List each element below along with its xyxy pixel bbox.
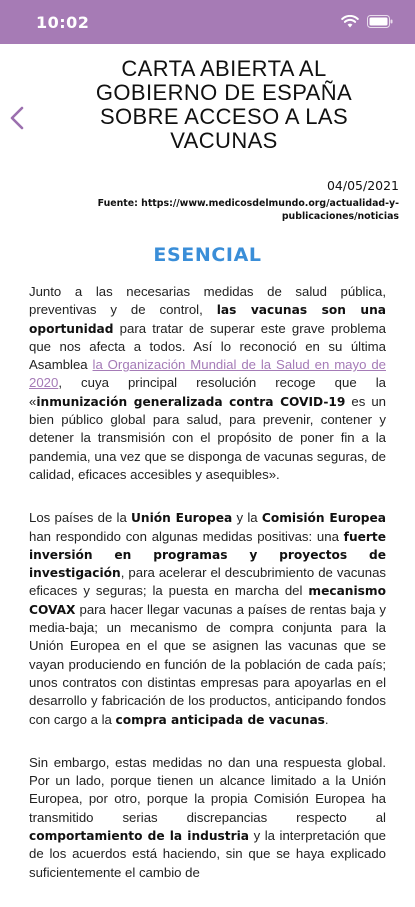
- article-paragraph: [29, 754, 386, 882]
- text-run: es un bien público global para salud, para prevenir, contener y detener la transmisión con el propósito de poner fin a la pandemia, una vez que se disponga de vacunas seguras, de calidad, eficaces accesibles y asequibles».: [29, 393, 386, 482]
- text-run: han respondido con algunas medidas positivas: una: [29, 528, 344, 544]
- text-run: , para acelerar el descubrimiento de vacunas eficaces y seguras; la puesta en marcha del: [29, 565, 386, 599]
- wifi-icon: [341, 15, 359, 28]
- text-run: para hacer llegar vacunas a países de rentas baja y media-baja; un mecanismo de compra conjunta para la Unión Europea en el que se asignen las vacunas que se vayan produciendo en función de la población de cada país; unos contratos con distintas empresas para apoyarlas en el desarrollo y fabricación de los productos, anticipando fondos con cargo a la: [29, 601, 386, 727]
- text-run: y la interpretación que de los acuerdos está haciendo, sin que se haya explicado suficientemente el cambio de: [29, 828, 386, 880]
- text-run: .: [324, 711, 329, 727]
- page-title: CARTA ABIERTA AL GOBIERNO DE ESPAÑA SOBRE ACCESO A LAS VACUNAS: [95, 56, 353, 153]
- section-heading: ESENCIAL: [153, 244, 262, 266]
- bold-text: fuerte inversión en programas y proyectos de investigación: [29, 529, 386, 581]
- source-text: Fuente: https://www.medicosdelmundo.org/actualidad-y-publicaciones/noticias: [97, 198, 399, 222]
- bold-text: las vacunas son una oportunidad: [29, 303, 386, 336]
- bold-text: inmunización generalizada contra COVID-19: [36, 394, 346, 409]
- status-icons: [341, 15, 393, 28]
- status-time: 10:02: [36, 13, 90, 32]
- text-run: , cuya principal resolución recoge que la «: [29, 375, 386, 409]
- text-run: Los países de la: [29, 510, 132, 526]
- bold-text: Unión Europea: [131, 511, 233, 526]
- text-run: Sin embargo, estas medidas no dan una respuesta global. Por un lado, porque tienen un alcance limitado a la Unión Europea, por otro, porque la propia Comisión Europea ha transmitido serias discrepancias respecto al: [29, 754, 386, 825]
- article-paragraph: [29, 509, 386, 729]
- bold-text: compra anticipada de vacunas: [115, 712, 325, 727]
- article-paragraph: [29, 283, 386, 484]
- battery-icon: [367, 15, 393, 28]
- article-body: [29, 283, 386, 907]
- back-chevron-icon[interactable]: [6, 104, 30, 132]
- bold-text: Comisión Europea: [261, 511, 386, 526]
- text-run: y la: [232, 510, 262, 526]
- status-bar: [0, 0, 415, 44]
- text-run: Junto a las necesarias medidas de salud pública, preventivas y de control,: [29, 284, 386, 318]
- bold-text: comportamiento de la industria: [29, 829, 250, 844]
- text-run: para tratar de superar este grave problema que nos afecta a todos. Así lo reconoció en su última Asamblea: [29, 320, 386, 373]
- bold-text: mecanismo COVAX: [29, 584, 386, 617]
- publication-date: 04/05/2021: [326, 178, 399, 193]
- article-link[interactable]: la Organización Mundial de la Salud en mayo de 2020: [29, 357, 386, 391]
